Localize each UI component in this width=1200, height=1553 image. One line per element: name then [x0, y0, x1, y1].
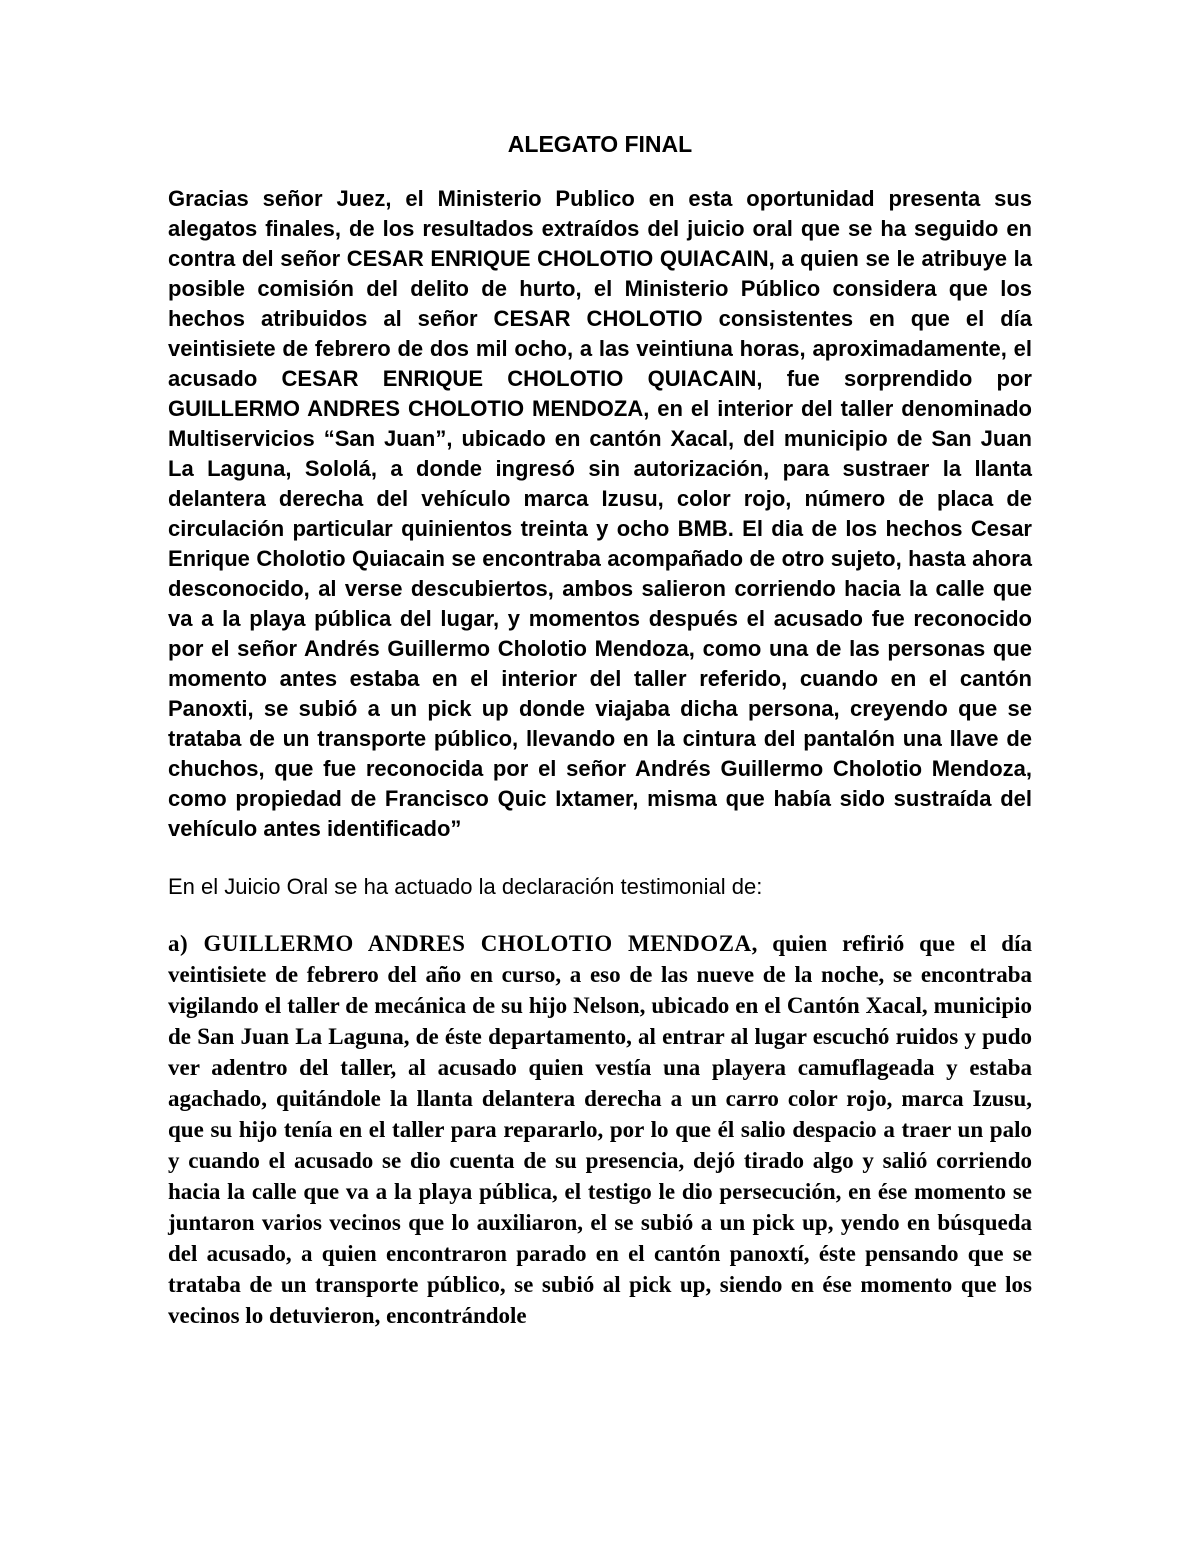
testimony-a-paragraph	[168, 928, 1032, 1331]
witness-a-statement: , quien refirió que el día veintisiete de febrero del año en curso, a eso de las nueve de la noche, se encontraba vigilando el taller de mecánica de su hijo Nelson, ubicado en el Cantón Xacal, municipio de San Juan La Laguna, de éste departamento, al entrar al lugar escuchó ruidos y pudo ver adentro del taller, al acusado quien vestía una playera camuflageada y estaba agachado, quitándole la llanta delantera derecha a un carro color rojo, marca Izusu, que su hijo tenía en el taller para repararlo, por lo que él salio despacio a traer un palo y cuando el acusado se dio cuenta de su presencia, dejó tirado algo y salió corriendo hacia la calle que va a la playa pública, el testigo le dio persecución, en ése momento se juntaron varios vecinos que lo auxiliaron, el se subió a un pick up, yendo en búsqueda del acusado, a quien encontraron parado en el cantón panoxtí, éste pensando que se trataba de un transporte público, se subió al pick up, siendo en ése momento que los vecinos lo detuvieron, encontrándole	[168, 931, 1032, 1328]
witness-a-name: a) GUILLERMO ANDRES CHOLOTIO MENDOZA	[168, 931, 752, 956]
testimony-intro-paragraph: En el Juicio Oral se ha actuado la declaración testimonial de:	[168, 874, 763, 899]
opening-statement-paragraph: Gracias señor Juez, el Ministerio Publico en esta oportunidad presenta sus alegatos finales, de los resultados extraídos del juicio oral que se ha seguido en contra del señor CESAR ENRIQUE CHOLOTIO QUIACAIN, a quien se le atribuye la posible comisión del delito de hurto, el Ministerio Público considera que los hechos atribuidos al señor CESAR CHOLOTIO consistentes en que el día veintisiete de febrero de dos mil ocho, a las veintiuna horas, aproximadamente, el acusado CESAR ENRIQUE CHOLOTIO QUIACAIN, fue sorprendido por GUILLERMO ANDRES CHOLOTIO MENDOZA, en el interior del taller denominado Multiservicios “San Juan”, ubicado en cantón Xacal, del municipio de San Juan La Laguna, Sololá, a donde ingresó sin autorización, para sustraer la llanta delantera derecha del vehículo marca Izusu, color rojo, número de placa de circulación particular quinientos treinta y ocho BMB. El dia de los hechos Cesar Enrique Cholotio Quiacain se encontraba acompañado de otro sujeto, hasta ahora desconocido, al verse descubiertos, ambos salieron corriendo hacia la calle que va a la playa pública del lugar, y momentos después el acusado fue reconocido por el señor Andrés Guillermo Cholotio Mendoza, como una de las personas que momento antes estaba en el interior del taller referido, cuando en el cantón Panoxti, se subió a un pick up donde viajaba dicha persona, creyendo que se trataba de un transporte público, llevando en la cintura del pantalón una llave de chuchos, que fue reconocida por el señor Andrés Guillermo Cholotio Mendoza, como propiedad de Francisco Quic Ixtamer, misma que había sido sustraída del vehículo antes identificado”	[168, 186, 1032, 841]
document-title: ALEGATO FINAL	[507, 131, 693, 157]
